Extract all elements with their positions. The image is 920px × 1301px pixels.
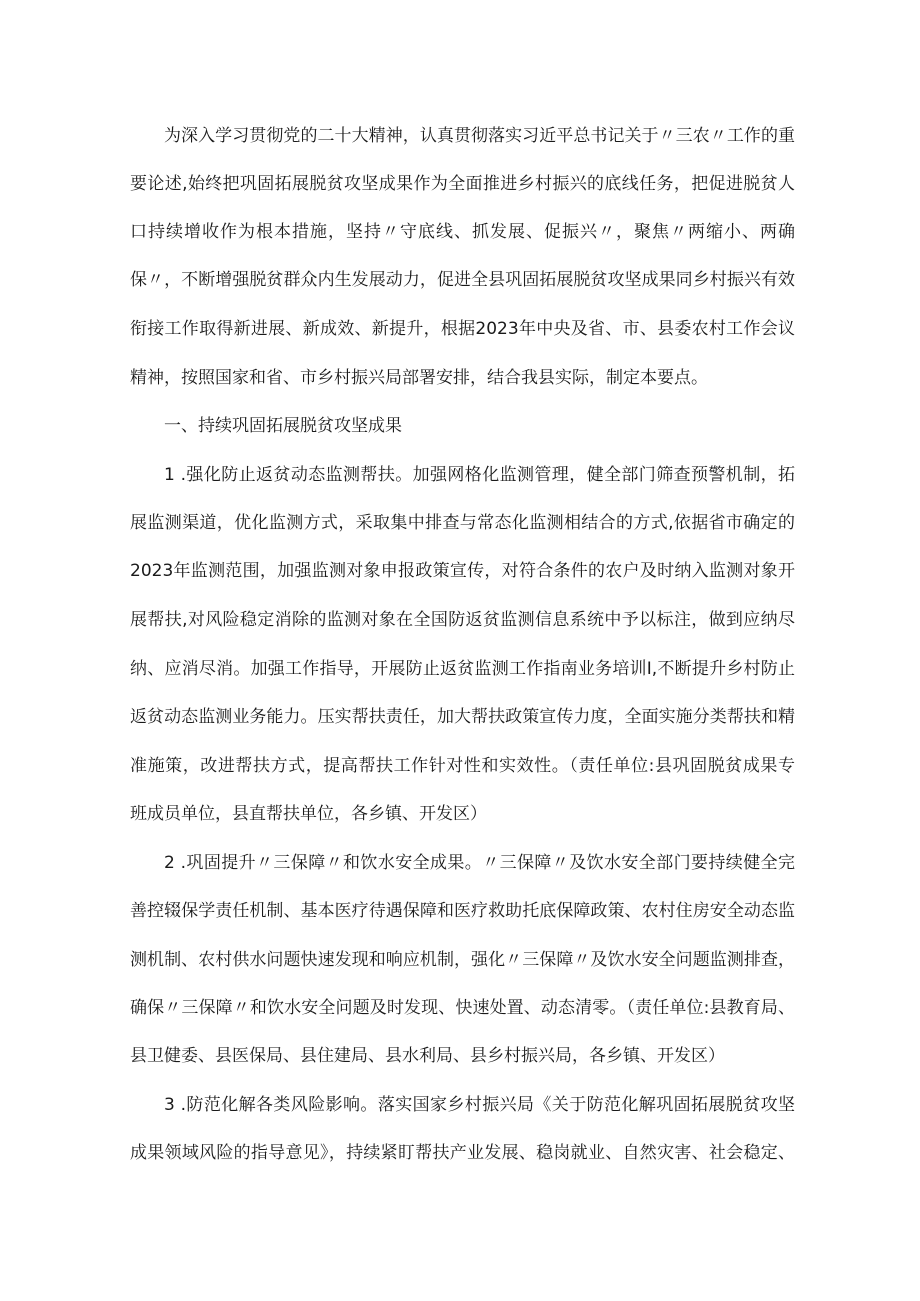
item2-line-2: 善控辍保学责任机制、基本医疗待遇保障和医疗救助托底保障政策、农村住房安全动态监 (130, 901, 795, 921)
item1-line-8: 班成员单位，县直帮扶单位，各乡镇、开发区） (130, 804, 487, 824)
item2-line-4: 确保〃三保障〃和饮水安全问题及时发现、快速处置、动态清零。（责任单位:县教育局、 (130, 998, 795, 1018)
intro-line-4: 保〃，不断增强脱贫群众内生发展动力，促进全县巩固拓展脱贫攻坚成果同乡村振兴有效 (130, 270, 795, 290)
item3-line-1: 3 .防范化解各类风险影响。落实国家乡村振兴局《关于防范化解巩固拓展脱贫攻坚 (164, 1095, 795, 1115)
item1-line-2: 展监测渠道，优化监测方式，采取集中排查与常态化监测相结合的方式,依据省市确定的 (130, 513, 795, 533)
item1-line-1: 1 .强化防止返贫动态监测帮扶。加强网格化监测管理，健全部门筛查预警机制，拓 (164, 465, 795, 485)
item1-line-7: 准施策，改进帮扶方式，提高帮扶工作针对性和实效性。（责任单位:县巩固脱贫成果专 (130, 756, 795, 776)
intro-line-3: 口持续增收作为根本措施，坚持〃守底线、抓发展、促振兴〃，聚焦〃两缩小、两确 (130, 222, 795, 242)
item2-line-5: 县卫健委、县医保局、县住建局、县水利局、县乡村振兴局，各乡镇、开发区） (130, 1046, 725, 1066)
item2-line-3: 测机制、农村供水问题快速发现和响应机制，强化〃三保障〃及饮水安全问题监测排查， (130, 950, 795, 970)
intro-line-6: 精神，按照国家和省、市乡村振兴局部署安排，结合我县实际，制定本要点。 (130, 368, 708, 388)
item1-line-3: 2023年监测范围，加强监测对象申报政策宣传，对符合条件的农户及时纳入监测对象开 (130, 561, 795, 581)
intro-line-5: 衔接工作取得新进展、新成效、新提升，根据2023年中央及省、市、县委农村工作会议 (130, 319, 795, 339)
intro-line-1: 为深入学习贯彻党的二十大精神，认真贯彻落实习近平总书记关于〃三农〃工作的重 (164, 126, 795, 146)
section-heading-1: 一、持续巩固拓展脱贫攻坚成果 (164, 416, 402, 436)
intro-line-2: 要论述,始终把巩固拓展脱贫攻坚成果作为全面推进乡村振兴的底线任务，把促进脱贫人 (130, 174, 795, 194)
item1-line-6: 返贫动态监测业务能力。压实帮扶责任，加大帮扶政策宣传力度，全面实施分类帮扶和精 (130, 707, 795, 727)
item2-line-1: 2 .巩固提升〃三保障〃和饮水安全成果。〃三保障〃及饮水安全部门要持续健全完 (164, 853, 795, 873)
item1-line-5: 纳、应消尽消。加强工作指导，开展防止返贫监测工作指南业务培训I,不断提升乡村防止 (130, 659, 795, 679)
item1-line-4: 展帮扶,对风险稳定消除的监测对象在全国防返贫监测信息系统中予以标注，做到应纳尽 (130, 610, 795, 630)
item3-line-2: 成果领域风险的指导意见》，持续紧盯帮扶产业发展、稳岗就业、自然灾害、社会稳定、 (130, 1143, 795, 1163)
